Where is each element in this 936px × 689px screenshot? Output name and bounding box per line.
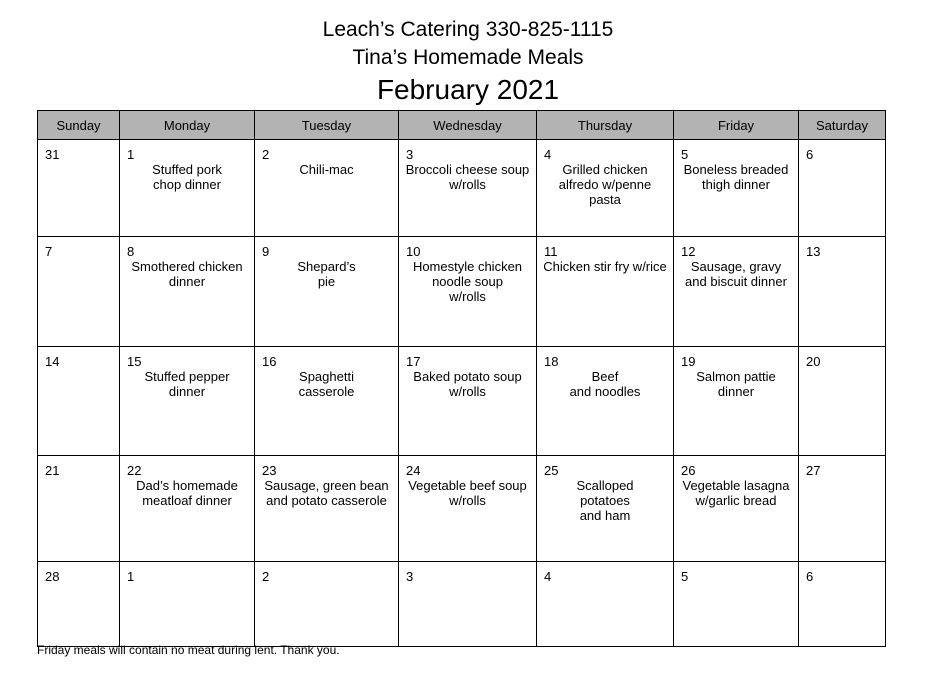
day-number: 23 [262,463,277,478]
calendar-day-cell [38,140,120,237]
calendar-day-cell [120,237,255,347]
day-number: 8 [127,244,135,259]
day-number: 4 [544,569,552,584]
calendar-day-cell [399,456,537,562]
calendar-day-cell [537,237,674,347]
calendar-week-row [38,140,886,237]
day-number: 13 [806,244,821,259]
weekday-header-row [38,111,886,140]
calendar-week-row [38,347,886,456]
calendar-day-cell [674,456,799,562]
day-number: 17 [406,354,421,369]
calendar-day-cell [674,237,799,347]
meal-description: Homestyle chicken noodle soup w/rolls [412,259,523,304]
calendar-day-cell [120,456,255,562]
day-number: 12 [681,244,696,259]
day-number: 5 [681,147,689,162]
calendar-day-cell [799,562,886,647]
calendar-day-cell [399,347,537,456]
meal-description: Baked potato soup w/rolls [413,369,522,399]
meal-description: Spaghetti casserole [298,369,355,399]
day-number: 16 [262,354,277,369]
day-number: 24 [406,463,421,478]
calendar-day-cell [537,456,674,562]
calendar-day-cell [674,347,799,456]
meal-description: Smothered chicken dinner [131,259,243,289]
calendar-day-cell [399,140,537,237]
meal-description: Chicken stir fry w/rice [543,259,667,274]
meal-description: Broccoli cheese soup w/rolls [405,162,530,192]
calendar-day-cell [537,347,674,456]
day-number: 2 [262,569,270,584]
day-number: 11 [544,244,558,259]
calendar-day-cell [537,140,674,237]
meal-description: Scalloped potatoes and ham [576,478,634,523]
calendar-day-cell [120,140,255,237]
day-number: 4 [544,147,552,162]
meal-description: Stuffed pork chop dinner [152,162,222,192]
day-number: 21 [45,463,60,478]
day-number: 9 [262,244,270,259]
calendar-week-row [38,237,886,347]
caterer-name-phone: Leach’s Catering 330-825-1115 [322,18,614,41]
day-number: 7 [45,244,53,259]
calendar-week-row [38,456,886,562]
day-number: 6 [806,147,814,162]
meal-description: Vegetable lasagna w/garlic bread [682,478,790,508]
day-number: 26 [681,463,696,478]
meal-description: Chili-mac [299,162,354,177]
calendar-day-cell [38,237,120,347]
day-number: 18 [544,354,559,369]
meal-description: Dad’s homemade meatloaf dinner [136,478,238,508]
footer-note: Friday meals will contain no meat during lent. Thank you. [37,643,340,657]
calendar-day-cell [38,347,120,456]
calendar-day-cell [674,562,799,647]
calendar-day-cell [799,456,886,562]
calendar-day-cell [799,237,886,347]
day-number: 1 [127,147,135,162]
weekday-header-sunday: Sunday [38,111,120,140]
calendar-day-cell [799,347,886,456]
calendar-day-cell [120,562,255,647]
calendar-day-cell [255,562,399,647]
calendar-day-cell [255,237,399,347]
meal-description: Salmon pattie dinner [696,369,776,399]
meal-description: Vegetable beef soup w/rolls [408,478,527,508]
day-number: 19 [681,354,696,369]
weekday-header-monday: Monday [120,111,255,140]
calendar-day-cell [537,562,674,647]
meal-description: Grilled chicken alfredo w/penne pasta [558,162,652,207]
day-number: 28 [45,569,60,584]
calendar-month-title: February 2021 [376,74,560,105]
calendar-day-cell [799,140,886,237]
day-number: 27 [806,463,821,478]
day-number: 31 [45,147,60,162]
calendar-day-cell [38,562,120,647]
calendar-day-cell [399,237,537,347]
meal-description: Beef and noodles [569,369,641,399]
day-number: 6 [806,569,814,584]
weekday-header-friday: Friday [674,111,799,140]
meal-description: Boneless breaded thigh dinner [683,162,789,192]
meal-description: Stuffed pepper dinner [144,369,230,399]
day-number: 20 [806,354,821,369]
day-number: 14 [45,354,60,369]
day-number: 2 [262,147,270,162]
day-number: 25 [544,463,559,478]
calendar-day-cell [38,456,120,562]
calendar-day-cell [399,562,537,647]
calendar-day-cell [120,347,255,456]
calendar-day-cell [255,140,399,237]
day-number: 3 [406,569,414,584]
meal-description: Sausage, gravy and biscuit dinner [685,259,787,289]
day-number: 3 [406,147,414,162]
calendar-day-cell [255,347,399,456]
weekday-header-wednesday: Wednesday [399,111,537,140]
weekday-header-tuesday: Tuesday [255,111,399,140]
weekday-header-saturday: Saturday [799,111,886,140]
meal-description: Shepard’s pie [297,259,356,289]
calendar-day-cell [255,456,399,562]
meal-calendar [37,110,886,647]
business-subtitle: Tina’s Homemade Meals [352,46,584,69]
day-number: 15 [127,354,142,369]
calendar-week-row [38,562,886,647]
day-number: 10 [406,244,421,259]
day-number: 1 [127,569,135,584]
calendar-day-cell [674,140,799,237]
day-number: 5 [681,569,689,584]
meal-description: Sausage, green bean and potato casserole [264,478,389,508]
day-number: 22 [127,463,142,478]
weekday-header-thursday: Thursday [537,111,674,140]
